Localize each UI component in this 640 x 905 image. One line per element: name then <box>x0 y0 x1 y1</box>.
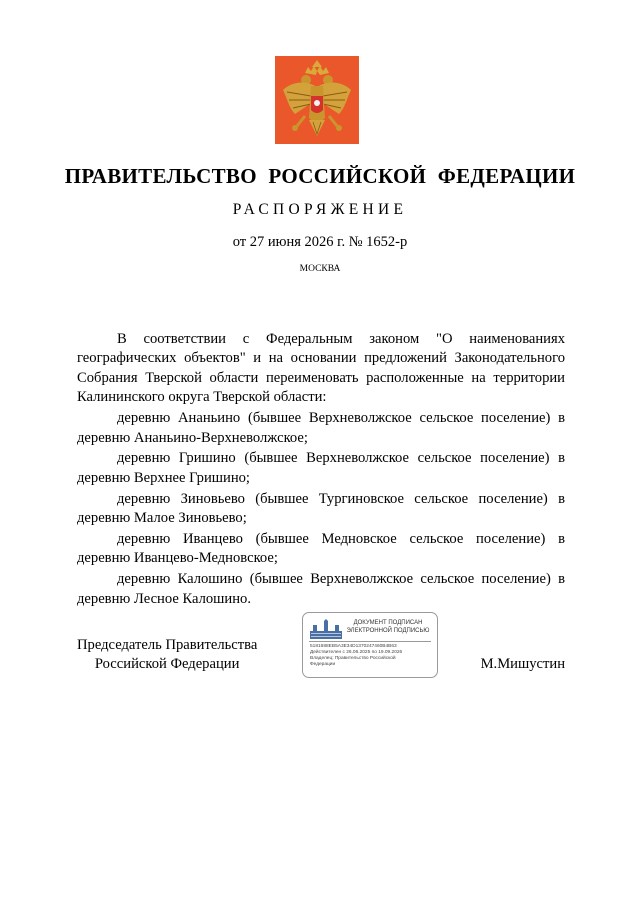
stamp-owner-line1: Владелец: Правительство Российской <box>310 656 396 661</box>
document-body <box>77 330 565 611</box>
body-paragraph: деревню Ананьино (бывшее Верхневолжское сельское поселение) в деревню Ананьино-Верхневолжское; <box>77 410 565 446</box>
body-paragraph: деревню Калошино (бывшее Верхневолжское сельское поселение) в деревню Лесное Калошино. <box>77 571 565 607</box>
signer-position-line2: Российской Федерации <box>94 656 240 673</box>
stamp-title-line1: ДОКУМЕНТ ПОДПИСАН <box>353 620 423 626</box>
stamp-certificate: 5181688EB5A3E34D1370247460B4B63 <box>310 644 397 649</box>
stamp-divider <box>309 641 431 642</box>
stamp-details <box>310 644 402 668</box>
signer-position-line1: Председатель Правительства <box>77 637 258 653</box>
government-title: ПРАВИТЕЛЬСТВО РОССИЙСКОЙ ФЕДЕРАЦИИ <box>64 164 576 188</box>
body-paragraph: деревню Зиновьево (бывшее Тургиновское сельское поселение) в деревню Малое Зиновьево; <box>77 490 565 527</box>
russian-coat-of-arms-icon <box>275 56 359 144</box>
document-date-number: от 27 июня 2026 г. № 1652-р <box>232 234 408 250</box>
stamp-title <box>343 620 433 635</box>
body-paragraph: В соответствии с Федеральным законом "О наименованиях географических объектов" и на основании предложений Законодательного Собрания Тверской области переименовать расположенные на территории Калининского округа Тверской области: <box>77 331 565 406</box>
stamp-title-line2: ЭЛЕКТРОННОЙ ПОДПИСЬЮ <box>346 627 430 634</box>
document-type: РАСПОРЯЖЕНИЕ <box>232 201 408 218</box>
stamp-validity: Действителен с 26.06.2025 по 19.09.2026 <box>310 650 403 655</box>
body-paragraph: деревню Гришино (бывшее Верхневолжское сельское поселение) в деревню Верхнее Гришино; <box>77 450 565 486</box>
document-place: МОСКВА <box>299 264 341 274</box>
signer-name: М.Мишустин <box>480 656 565 672</box>
electronic-signature-stamp <box>302 612 438 678</box>
signer-position <box>77 636 257 675</box>
stamp-owner-line2: Федерации <box>310 662 336 667</box>
body-paragraph: деревню Иванцево (бывшее Медновское сельское поселение) в деревню Иванцево-Медновское; <box>77 531 565 567</box>
kremlin-logo-icon <box>310 619 342 639</box>
